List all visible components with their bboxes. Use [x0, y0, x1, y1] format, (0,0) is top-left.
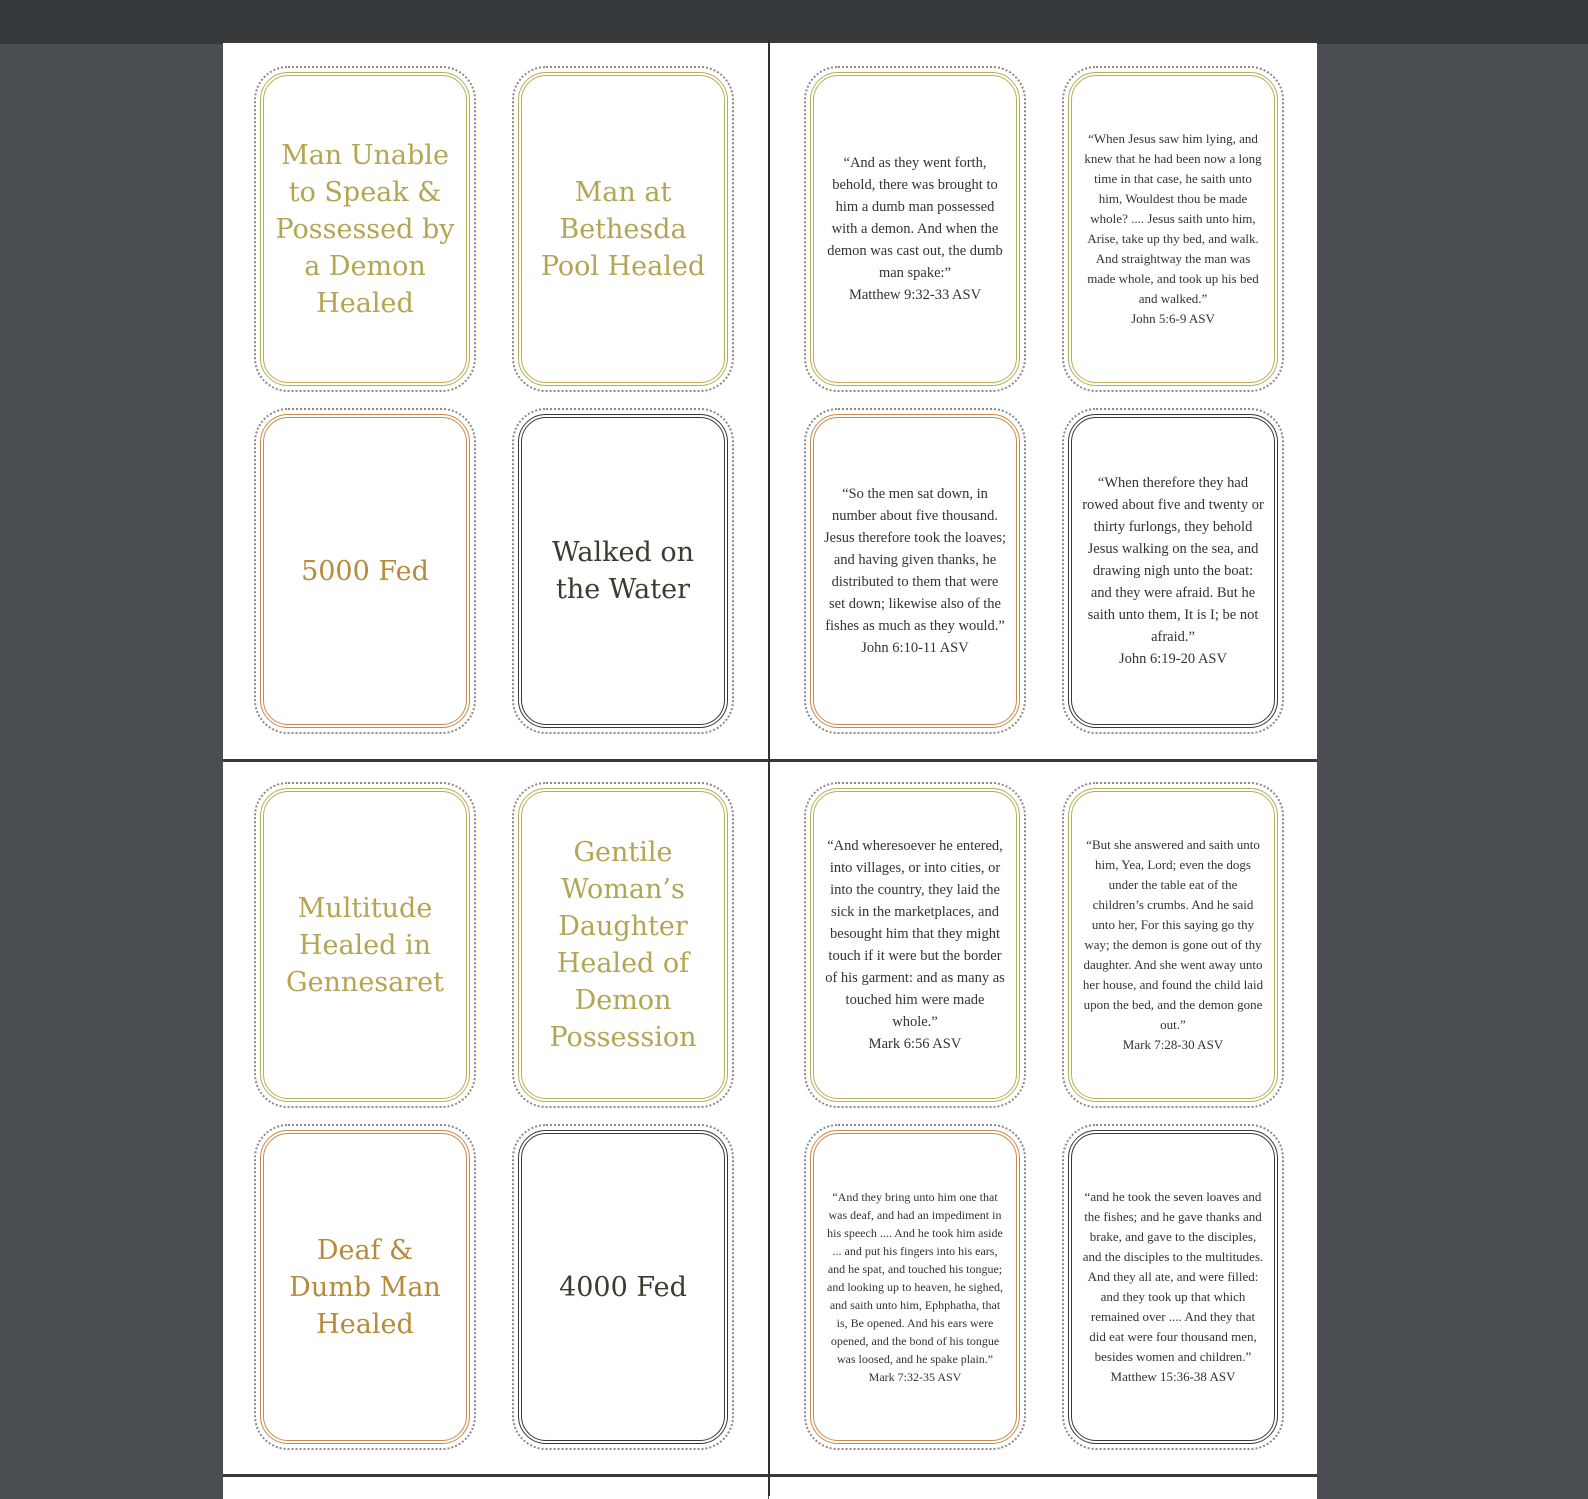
back-card: [1062, 408, 1284, 734]
verse-reference: Mark 6:56 ASV: [868, 1036, 962, 1052]
front-card: [512, 408, 734, 734]
back-card: [804, 408, 1026, 734]
back-card: [1062, 782, 1284, 1108]
front-card: [254, 1124, 476, 1450]
card-verse: “And wheresoever he entered, into villages, or into cities, or into the country, they laid the sick in the marketplaces, and besought him that they might touch if it were but the border of his garment: and as many as touched him were made whole.” Mark 6:56 ASV: [824, 835, 1006, 1055]
page-backs-3: [769, 1474, 1317, 1499]
card-title: 4000 Fed: [559, 1271, 687, 1303]
verse-reference: John 6:19-20 ASV: [1119, 651, 1227, 667]
card-title: Walked on the Water: [552, 537, 694, 605]
card-verse: “But she answered and saith unto him, Yea, Lord; even the dogs under the table eat of the children’s crumbs. And he said unto her, For this saying go thy way; the demon is gone out of thy daughter. And she went away unto her house, and found the child laid upon the bed, and the demon gone out.” Mark 7:28-30 ASV: [1082, 835, 1264, 1055]
verse-reference: John 5:6-9 ASV: [1131, 311, 1215, 326]
card-title: Man at Bethesda Pool Healed: [540, 176, 706, 282]
card-title: 5000 Fed: [301, 555, 429, 587]
card-verse: “When therefore they had rowed about five and twenty or thirty furlongs, they behold Jesus walking on the sea, and drawing nigh unto the boat: and they were afraid. But he saith unto them, It is I; be not afraid.” John 6:19-20 ASV: [1082, 472, 1264, 670]
page-divider: [768, 40, 770, 1496]
back-card: [804, 66, 1026, 392]
verse-reference: Matthew 15:36-38 ASV: [1110, 1369, 1236, 1384]
back-card: [804, 1124, 1026, 1450]
card-verse: “And as they went forth, behold, there was brought to him a dumb man possessed with a demon. And when the demon was cast out, the dumb man spake:” Matthew 9:32-33 ASV: [824, 152, 1006, 306]
front-card: [512, 1124, 734, 1450]
card-title: Man Unable to Speak & Possessed by a Demon Healed: [275, 139, 455, 319]
viewer-toolbar: [0, 0, 1588, 44]
card-verse: “and he took the seven loaves and the fishes; and he gave thanks and brake, and gave to the disciples, and the disciples to the multitudes. And they all ate, and were filled: and they took up that which remained over .... And they that did eat were four thousand men, besides women and children.” Matthew 15:36-38 ASV: [1082, 1187, 1264, 1387]
front-card: [254, 408, 476, 734]
back-card: [1062, 1124, 1284, 1450]
page-fronts-3: [223, 1474, 768, 1499]
back-card: [1062, 66, 1284, 392]
verse-reference: John 6:10-11 ASV: [861, 640, 969, 656]
card-verse: “When Jesus saw him lying, and knew that he had been now a long time in that case, he saith unto him, Wouldest thou be made whole? .... Jesus saith unto him, Arise, take up thy bed, and walk. And straightway the man was made whole, and took up his bed and walked.” John 5:6-9 ASV: [1082, 129, 1264, 329]
front-card: [254, 66, 476, 392]
front-card: [512, 782, 734, 1108]
card-verse: “And they bring unto him one that was deaf, and had an impediment in his speech .... And he took him aside ... and put his fingers into his ears, and he spat, and touched his tongue; and looking up to heaven, he sighed, and saith unto him, Ephphatha, that is, Be opened. And his ears were opened, and the bond of his tongue was loosed, and he spake plain.” Mark 7:32-35 ASV: [824, 1188, 1006, 1386]
back-card: [804, 782, 1026, 1108]
verse-reference: Mark 7:28-30 ASV: [1122, 1037, 1224, 1052]
verse-reference: Mark 7:32-35 ASV: [868, 1370, 962, 1384]
front-card: [254, 782, 476, 1108]
card-title: Gentile Woman’s Daughter Healed of Demon Possession: [549, 837, 697, 1053]
card-title: Multitude Healed in Gennesaret: [286, 892, 444, 998]
card-verse: “So the men sat down, in number about five thousand. Jesus therefore took the loaves; and having given thanks, he distributed to them that were set down; likewise also of the fishes as much as they would.” John 6:10-11 ASV: [824, 483, 1006, 659]
front-card: [512, 66, 734, 392]
card-title: Deaf & Dumb Man Healed: [289, 1234, 441, 1340]
verse-reference: Matthew 9:32-33 ASV: [848, 287, 982, 303]
